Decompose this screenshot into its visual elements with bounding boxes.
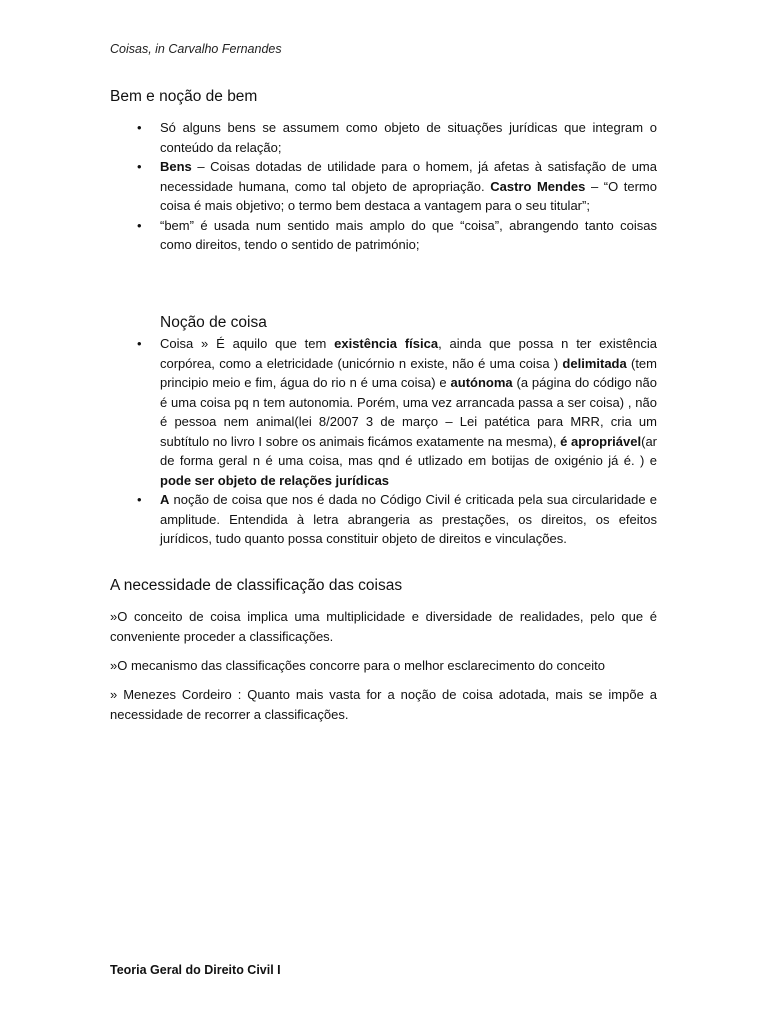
list-item-text: (a página do código não é uma coisa pq n tem autonomia. Porém, uma vez arrancada passa a ser coisa) , não é pessoa nem animal(lei 8/2007 3 de março – Lei patética para MRR, cria um subtítulo no livro I sobre os animais ficámos exatamente na mesma),	[160, 375, 657, 449]
list-item-text: noção de coisa que nos é dada no Código Civil é criticada pela sua circularidade e amplitude. Entendida à letra abrangeria as prestações, os direitos, os efeitos jurídicos, tudo quanto possa constituir objeto de direitos e vinculações.	[160, 492, 657, 546]
paragraph: » Menezes Cordeiro : Quanto mais vasta for a noção de coisa adotada, mais se impõe a necessidade de recorrer a classificações.	[110, 687, 657, 722]
coisa-bullet-list	[137, 334, 657, 549]
section-title-bem: Bem e noção de bem	[110, 88, 258, 105]
bem-bullet-list	[137, 118, 657, 255]
bullet-icon: •	[137, 336, 142, 351]
bold-term: pode ser objeto de relações jurídicas	[160, 472, 390, 488]
section-title-classificacao: A necessidade de classificação das coisas	[110, 577, 403, 594]
list-item-text: – Coisas dotadas de utilidade para o homem, já afetas à satisfação de uma necessidade humana, como tal objeto de apropriação.	[160, 159, 657, 194]
list-item-text: (ar de forma geral n é uma coisa, mas qnd é utlizado em botijas de oxigénio já é. ) e	[160, 433, 657, 468]
bullet-icon: •	[137, 217, 142, 233]
bullet-icon: •	[137, 159, 142, 174]
bullet-icon: •	[137, 492, 142, 507]
list-item-text: “bem” é usada num sentido mais amplo do que “coisa”, abrangendo tanto coisas como direitos, tendo o sentido de património;	[160, 217, 657, 252]
paragraph: »O mecanismo das classificações concorre para o melhor esclarecimento do conceito	[110, 658, 605, 673]
page-footer: Teoria Geral do Direito Civil I	[110, 963, 281, 977]
running-header: Coisas, in Carvalho Fernandes	[110, 42, 282, 56]
list-item	[137, 334, 657, 490]
bullet-icon: •	[137, 120, 142, 135]
list-item	[137, 157, 657, 216]
list-item-text: , ainda que possa n ter existência corpórea, como a eletricidade (unicórnio n existe, não é uma coisa )	[160, 336, 657, 371]
section-title-nocao-coisa: Noção de coisa	[160, 314, 267, 331]
list-item-text: – “O termo coisa é mais objetivo; o termo bem destaca a vantagem para o seu titular”;	[160, 178, 657, 213]
list-item-text: (tem principio meio e fim, água do rio n é uma coisa) e	[160, 355, 657, 390]
bold-term: autónoma	[450, 375, 513, 390]
bold-term: A	[160, 492, 170, 507]
list-item-text: Coisa » É aquilo que tem	[160, 336, 335, 351]
list-item	[137, 216, 657, 255]
bold-term: Bens	[160, 159, 192, 174]
list-item	[137, 490, 657, 549]
bold-term: existência física	[334, 336, 439, 351]
list-item	[137, 118, 657, 157]
list-item-text: Só alguns bens se assumem como objeto de situações jurídicas que integram o conteúdo da relação;	[160, 120, 657, 155]
paragraph: »O conceito de coisa implica uma multiplicidade e diversidade de realidades, pelo que é conveniente proceder a classificações.	[110, 609, 657, 644]
bold-term: delimitada	[562, 355, 627, 371]
bold-term: Castro Mendes	[490, 178, 586, 194]
bold-term: é apropriável	[560, 433, 642, 449]
